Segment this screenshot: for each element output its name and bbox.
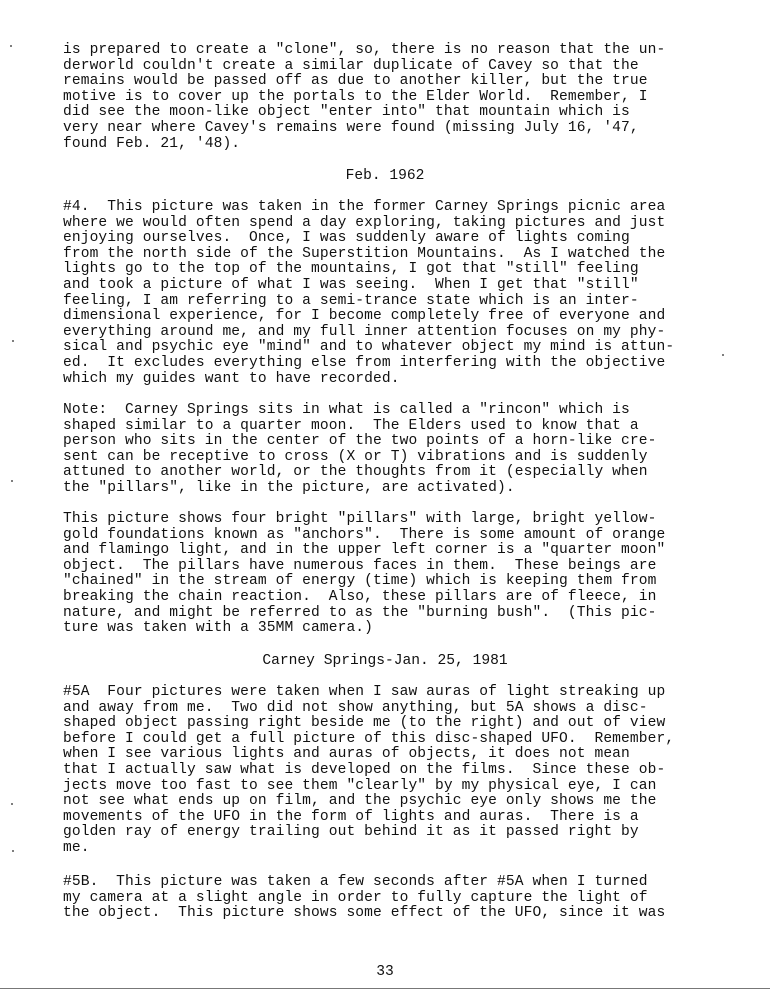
text-line: not see what ends up on film, and the psychic eye only shows me the: [63, 793, 657, 810]
text-line: jects move too fast to see them "clearly" by my physical eye, I can: [63, 777, 657, 794]
text-line: me.: [63, 839, 90, 856]
paragraph-picture-5b: [63, 875, 723, 922]
text-line: attuned to another world, or the thoughts from it (especially when: [63, 464, 648, 481]
text-line: shaped object passing right beside me (to the right) and out of view: [63, 715, 666, 732]
text-line: #5B. This picture was taken a few seconds after #5A when I turned: [63, 874, 648, 890]
text-line: #5A Four pictures were taken when I saw auras of light streaking up: [63, 684, 666, 700]
paragraph-pillars: [63, 512, 723, 637]
text-line: "chained" in the stream of energy (time) which is keeping them from: [63, 573, 657, 590]
text-line: person who sits in the center of the two points of a horn-like cre-: [63, 433, 657, 450]
text-line: and flamingo light, and in the upper left corner is a "quarter moon": [63, 542, 666, 559]
section-location-heading: Carney Springs-Jan. 25, 1981: [262, 653, 508, 669]
text-line: my camera at a slight angle in order to fully capture the light of: [63, 889, 648, 906]
paragraph-clone-continuation: [63, 43, 723, 152]
text-line: is prepared to create a "clone", so, there is no reason that the un-: [63, 42, 666, 58]
text-line: golden ray of energy trailing out behind it as it passed right by: [63, 824, 639, 841]
text-line: from the north side of the Superstition Mountains. As I watched the: [63, 245, 666, 262]
text-line: which my guides want to have recorded.: [63, 370, 400, 387]
text-line: derworld couldn't create a similar duplicate of Cavey so that the: [63, 57, 639, 74]
text-line: that I actually saw what is developed on the films. Since these ob-: [63, 761, 666, 778]
text-line: ed. It excludes everything else from interfering with the objective: [63, 354, 666, 371]
paragraph-picture-4: [63, 200, 723, 387]
scan-speck: [11, 803, 13, 805]
text-line: the "pillars", like in the picture, are activated).: [63, 479, 515, 496]
scan-speck: [12, 340, 14, 342]
text-line: This picture shows four bright "pillars" with large, bright yellow-: [63, 511, 657, 527]
text-line: lights go to the top of the mountains, I got that "still" feeling: [63, 261, 639, 278]
text-line: motive is to cover up the portals to the Elder World. Remember, I: [63, 88, 648, 105]
text-line: and took a picture of what I was seeing. When I get that "still": [63, 276, 639, 293]
paragraph-picture-5a: [63, 685, 723, 857]
page-bottom-rule: [0, 988, 770, 989]
text-line: did see the moon-like object "enter into" that mountain which is: [63, 104, 630, 121]
text-line: gold foundations known as "anchors". There is some amount of orange: [63, 526, 666, 543]
text-line: very near where Cavey's remains were found (missing July 16, '47,: [63, 119, 639, 136]
scan-speck: [10, 45, 12, 47]
text-line: remains would be passed off as due to another killer, but the true: [63, 73, 648, 90]
text-line: movements of the UFO in the form of lights and auras. There is a: [63, 808, 639, 825]
text-line: the object. This picture shows some effect of the UFO, since it was: [63, 905, 666, 922]
text-line: #4. This picture was taken in the former Carney Springs picnic area: [63, 199, 666, 215]
section-date-heading: Feb. 1962: [345, 168, 425, 184]
text-line: Note: Carney Springs sits in what is called a "rincon" which is: [63, 402, 630, 418]
text-line: dimensional experience, for I become completely free of everyone and: [63, 308, 666, 325]
text-line: when I see various lights and auras of objects, it does not mean: [63, 746, 630, 763]
scan-speck: [722, 354, 724, 356]
text-line: breaking the chain reaction. Also, these pillars are of fleece, in: [63, 588, 657, 605]
text-line: found Feb. 21, '48).: [63, 135, 241, 152]
text-line: ture was taken with a 35MM camera.): [63, 620, 374, 637]
scan-speck: [12, 850, 14, 852]
text-line: shaped similar to a quarter moon. The Elders used to know that a: [63, 417, 639, 434]
text-line: before I could get a full picture of this disc-shaped UFO. Remember,: [63, 730, 675, 747]
text-line: object. The pillars have numerous faces in them. These beings are: [63, 557, 657, 574]
text-line: everything around me, and my full inner attention focuses on my phy-: [63, 323, 666, 340]
text-line: nature, and might be referred to as the "burning bush". (This pic-: [63, 604, 657, 621]
page-number: 33: [376, 964, 394, 980]
text-line: enjoying ourselves. Once, I was suddenly aware of lights coming: [63, 230, 630, 247]
text-line: sical and psychic eye "mind" and to whatever object my mind is attun-: [63, 339, 675, 356]
text-line: where we would often spend a day exploring, taking pictures and just: [63, 214, 666, 231]
text-line: feeling, I am referring to a semi-trance state which is an inter-: [63, 292, 639, 309]
paragraph-note: [63, 403, 723, 497]
text-line: and away from me. Two did not show anything, but 5A shows a disc-: [63, 699, 648, 716]
text-line: sent can be receptive to cross (X or T) vibrations and is suddenly: [63, 448, 648, 465]
scan-speck: [11, 480, 13, 482]
